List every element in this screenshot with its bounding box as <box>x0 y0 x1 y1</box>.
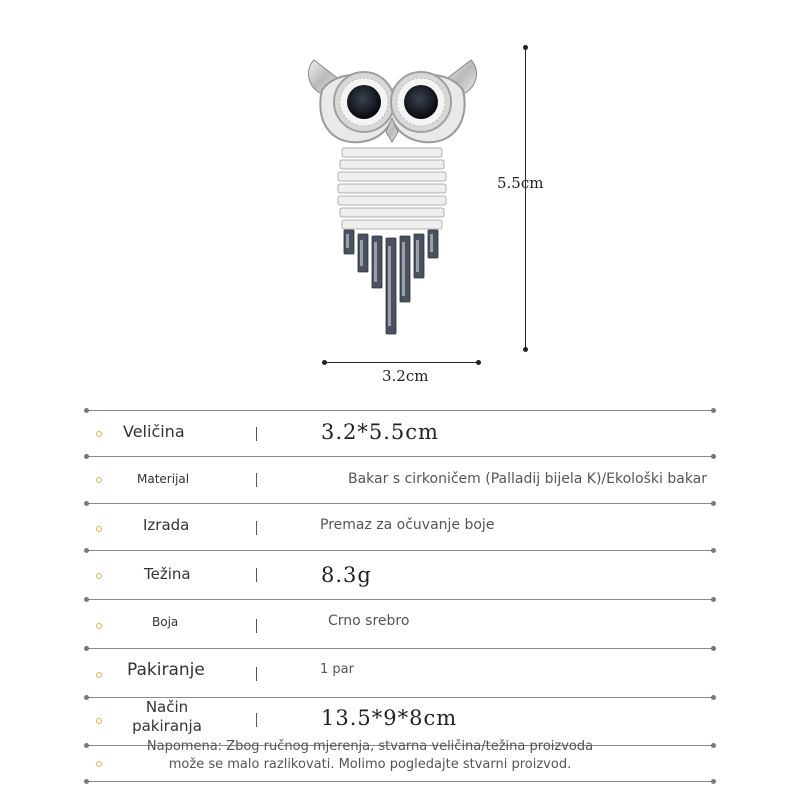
bullet-icon <box>96 718 102 724</box>
bullet-icon <box>96 477 102 483</box>
separator <box>256 427 257 441</box>
bullet-icon <box>96 761 102 767</box>
owl-brooch-image <box>300 50 485 345</box>
spec-label-packing-method <box>131 698 203 736</box>
separator <box>256 521 257 535</box>
separator <box>256 568 257 582</box>
spec-label-color: Boja <box>152 615 179 629</box>
separator <box>256 713 257 727</box>
bullet-icon <box>96 526 102 532</box>
note-text <box>120 738 620 774</box>
table-rule <box>86 550 714 551</box>
width-dimension-line <box>324 362 478 363</box>
bullet-icon <box>96 672 102 678</box>
width-dimension-label: 3.2cm <box>382 367 429 385</box>
table-rule <box>86 599 714 600</box>
spec-value-packing: 1 par <box>320 662 354 677</box>
table-rule <box>86 503 714 504</box>
table-rule <box>86 781 714 782</box>
height-dimension-dot-bottom <box>523 347 528 352</box>
spec-value-craft: Premaz za očuvanje boje <box>320 517 495 533</box>
spec-value-weight: 8.3g <box>321 563 372 587</box>
table-rule <box>86 410 714 411</box>
height-dimension-label: 5.5cm <box>497 174 544 192</box>
spec-value-material: Bakar s cirkoničem (Palladij bijela K)/Ekološki bakar <box>348 471 708 487</box>
table-rule <box>86 456 714 457</box>
table-rule <box>86 648 714 649</box>
spec-label-size: Veličina <box>123 422 185 441</box>
height-dimension-line <box>525 47 526 349</box>
separator <box>256 667 257 681</box>
bullet-icon <box>96 431 102 437</box>
spec-label-packing-method-line1: Način <box>145 698 189 716</box>
width-dimension-dot-left <box>322 360 327 365</box>
spec-value-color: Crno srebro <box>328 613 410 629</box>
spec-value-packing-method: 13.5*9*8cm <box>321 706 458 730</box>
spec-label-packing: Pakiranje <box>127 660 205 680</box>
spec-label-packing-method-line2: pakiranja <box>132 717 202 735</box>
bullet-icon <box>96 623 102 629</box>
note-line-2: može se malo razlikovati. Molimo pogledajte stvarni proizvod. <box>168 757 572 772</box>
separator <box>256 619 257 633</box>
spec-label-craft: Izrada <box>143 516 190 534</box>
spec-value-size: 3.2*5.5cm <box>321 420 439 444</box>
width-dimension-dot-right <box>476 360 481 365</box>
separator <box>256 473 257 487</box>
bullet-icon <box>96 573 102 579</box>
note-line-1: Napomena: Zbog ručnog mjerenja, stvarna veličina/težina proizvoda <box>146 739 594 754</box>
spec-label-material: Materijal <box>137 472 190 486</box>
spec-label-weight: Težina <box>144 565 191 583</box>
height-dimension-dot-top <box>523 45 528 50</box>
